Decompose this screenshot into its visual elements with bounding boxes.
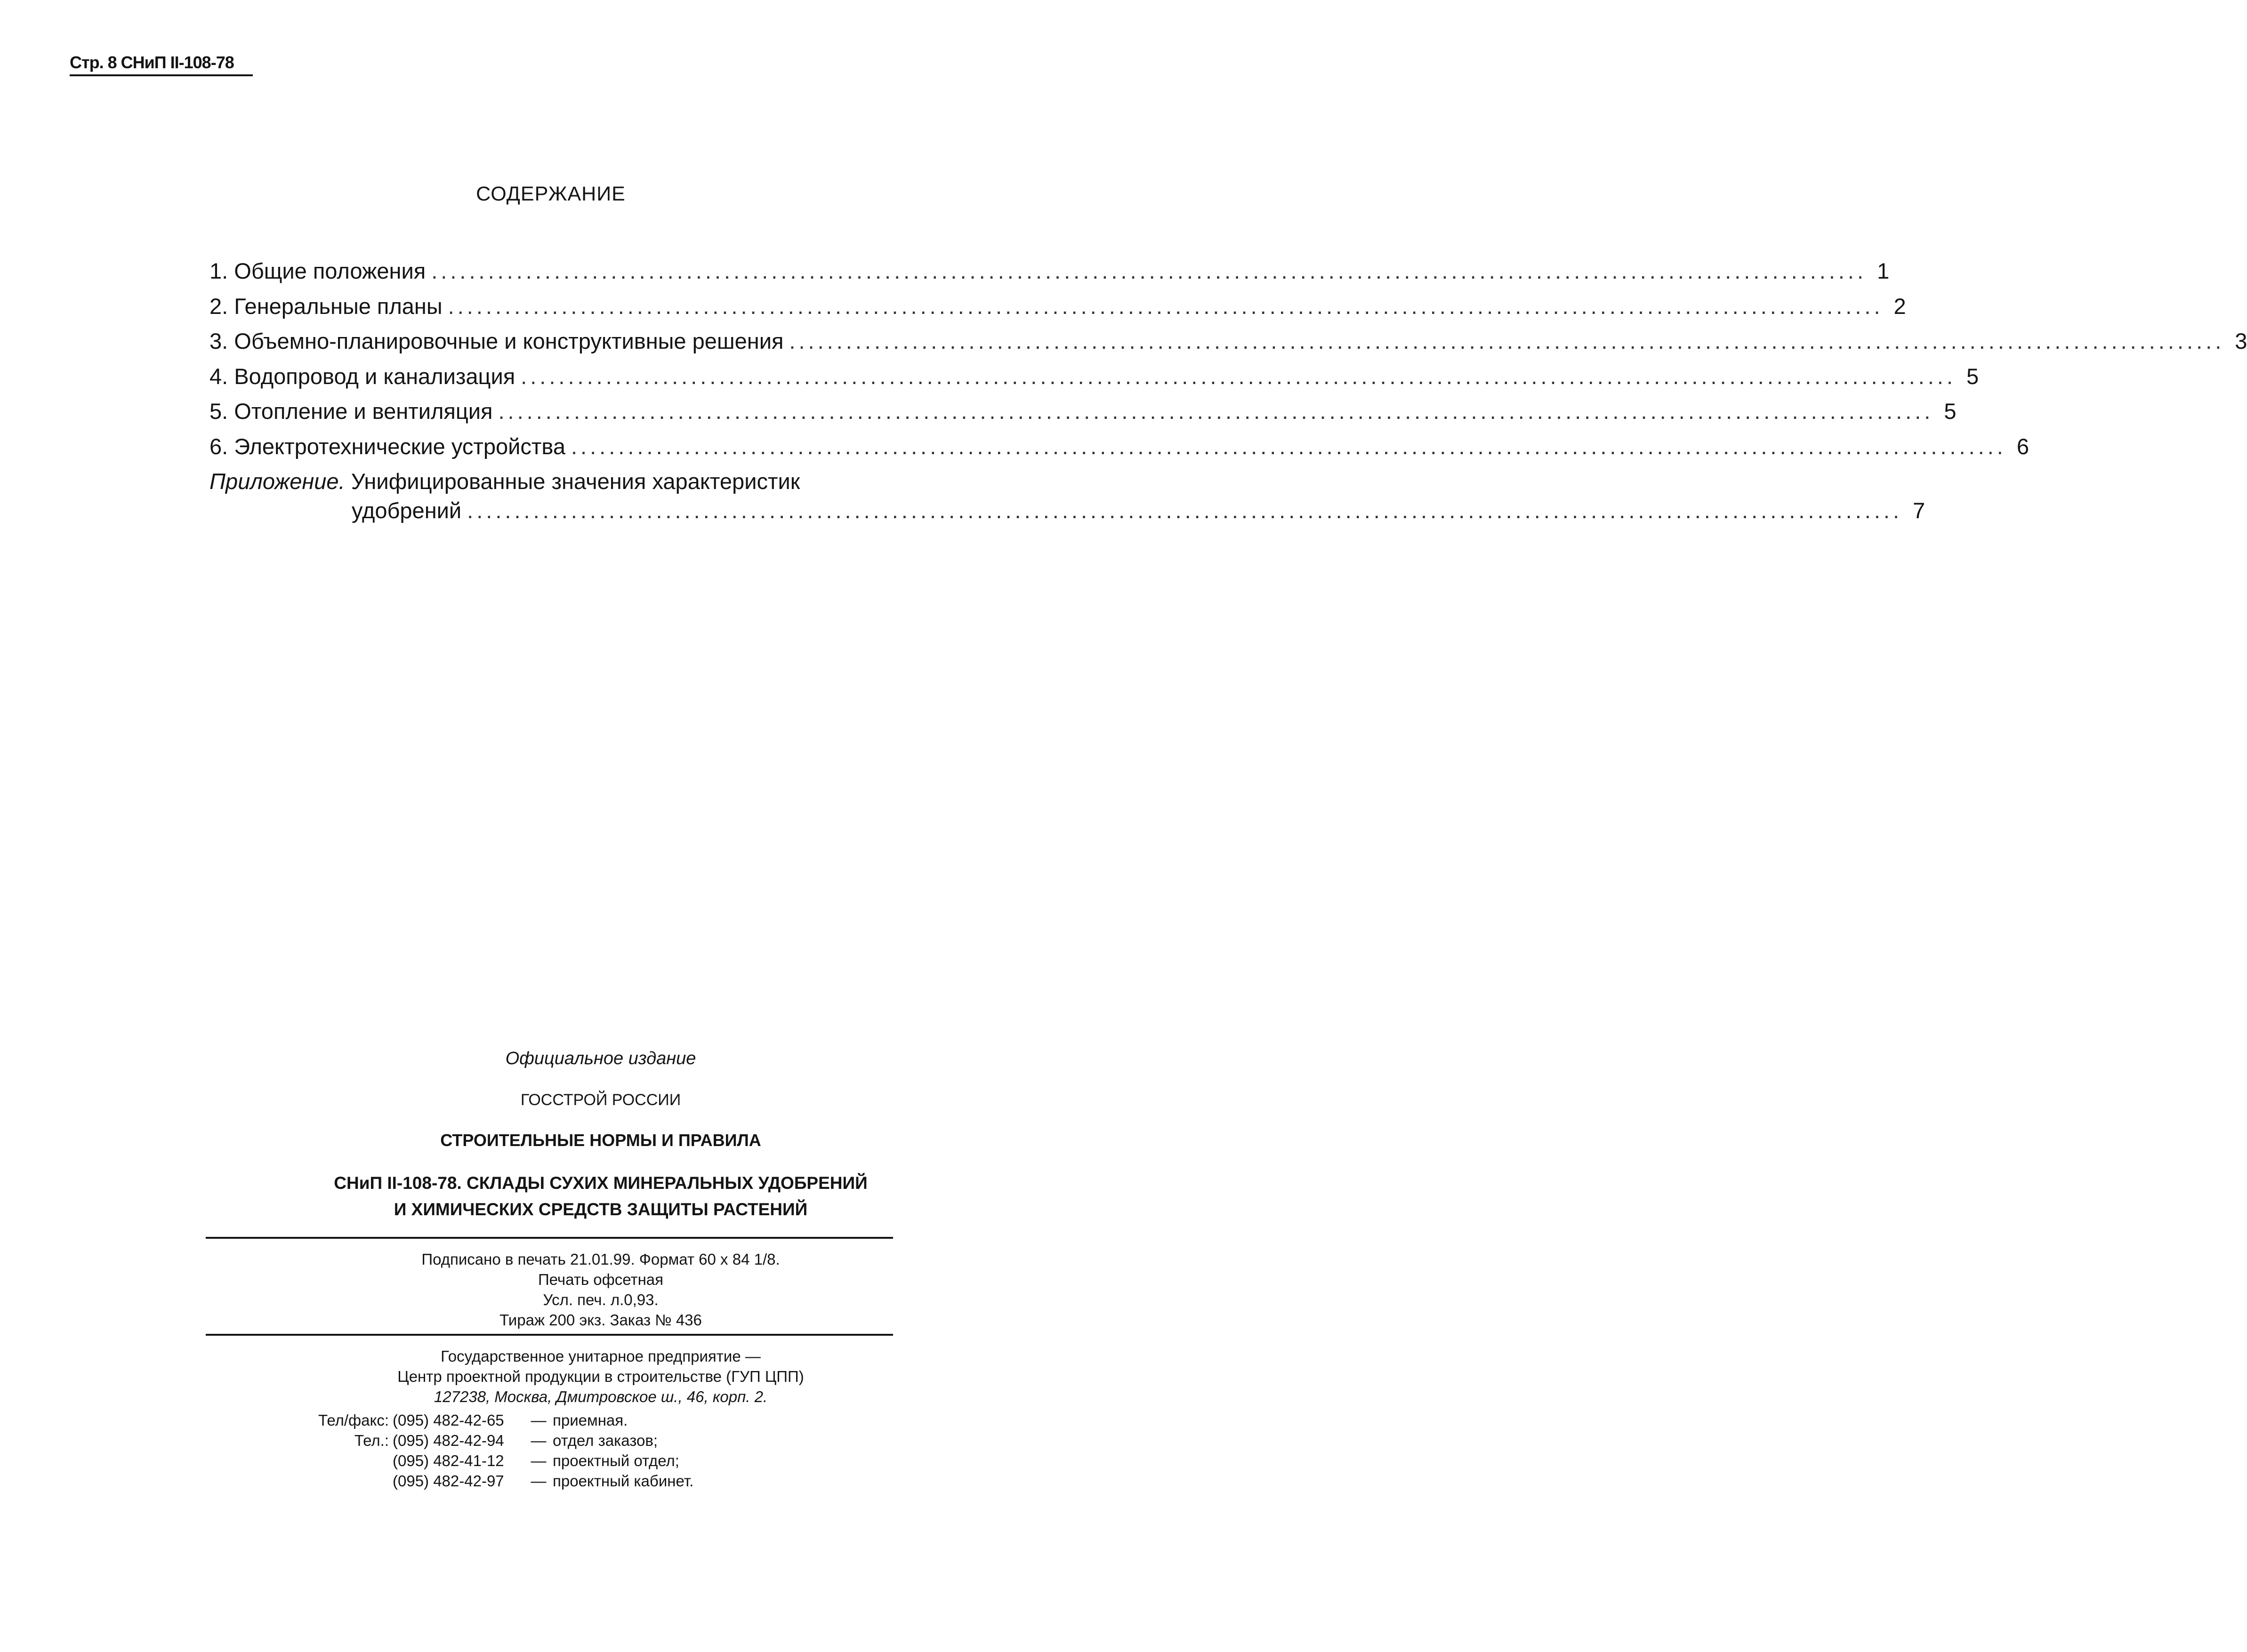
toc-leader-dots: ........................................................................................................................................................ (571, 433, 2006, 459)
edition-label: Официальное издание (505, 1049, 696, 1068)
phone-row (304, 1410, 693, 1430)
toc-leader-dots: ........................................................................................................................................................ (448, 293, 1884, 319)
divider-top (206, 1237, 893, 1239)
toc-entry-page: 7 (1913, 498, 1925, 523)
document-title-line2: И ХИМИЧЕСКИХ СРЕДСТВ ЗАЩИТЫ РАСТЕНИЙ (394, 1200, 808, 1219)
toc-entry-label: 5. Отопление и вентиляция (209, 399, 493, 424)
phone-number[interactable]: (095) 482-42-65 (393, 1411, 504, 1429)
running-header: Стр. 8 СНиП II-108-78 (70, 53, 253, 76)
series-title: СТРОИТЕЛЬНЫЕ НОРМЫ И ПРАВИЛА (440, 1131, 761, 1150)
toc-leader-dots: ........................................................................................................................................................ (521, 363, 1957, 389)
phone-description: отдел заказов; (553, 1432, 658, 1449)
toc-entry-page: 6 (2016, 433, 2029, 459)
toc-appendix-continuation[interactable] (209, 497, 1925, 533)
appendix-prefix: Приложение. (209, 469, 345, 494)
phone-number[interactable]: (095) 482-42-94 (393, 1432, 504, 1449)
publisher-address: 127238, Москва, Дмитровское ш., 46, корп. 2. (434, 1388, 768, 1405)
phone-dash: — (531, 1432, 547, 1449)
phone-dash: — (531, 1452, 547, 1469)
publisher-line: Государственное унитарное предприятие — (441, 1347, 761, 1365)
toc-entry-page: 5 (1966, 363, 1979, 389)
phone-label: Тел.: (354, 1432, 389, 1449)
phone-dash: — (531, 1472, 547, 1490)
contact-phones (304, 1410, 693, 1491)
toc-entry-page: 3 (2235, 329, 2247, 353)
toc-title: СОДЕРЖАНИЕ (476, 183, 626, 205)
toc-entry-label: 6. Электротехнические устройства (209, 433, 565, 459)
document-title-line1: СНиП II-108-78. СКЛАДЫ СУХИХ МИНЕРАЛЬНЫХ УДОБРЕНИЙ (334, 1173, 868, 1193)
print-info-line: Печать офсетная (538, 1271, 664, 1288)
toc-leader-dots: ........................................................................................................................................................ (498, 399, 1934, 424)
table-of-contents (209, 258, 2247, 533)
toc-entry[interactable] (209, 293, 1906, 329)
toc-entry[interactable] (209, 363, 1979, 399)
organization-name: ГОССТРОЙ РОССИИ (520, 1091, 681, 1109)
phone-description: приемная. (553, 1411, 628, 1429)
toc-entry[interactable] (209, 433, 2029, 469)
toc-appendix-entry[interactable] (209, 468, 897, 497)
toc-leader-dots: ........................................................................................................................................................ (431, 258, 1867, 283)
toc-entry-label: 3. Объемно-планировочные и конструктивные решения (209, 329, 784, 353)
toc-entry-page: 2 (1893, 293, 1906, 319)
phone-label (304, 1451, 393, 1471)
phone-label (304, 1471, 393, 1491)
toc-entry-label: 1. Общие положения (209, 258, 426, 283)
print-info-line: Усл. печ. л.0,93. (543, 1291, 659, 1308)
phone-description: проектный отдел; (553, 1452, 679, 1469)
toc-entry[interactable] (209, 398, 1957, 433)
publisher-line: Центр проектной продукции в строительстве (ГУП ЦПП) (397, 1368, 804, 1385)
phone-description: проектный кабинет. (553, 1472, 694, 1490)
print-info (0, 1249, 1201, 1330)
phone-number[interactable]: (095) 482-42-97 (393, 1472, 504, 1490)
print-info-line: Тираж 200 экз. Заказ № 436 (499, 1311, 702, 1329)
divider-bottom (206, 1334, 893, 1336)
print-info-line: Подписано в печать 21.01.99. Формат 60 х 84 1/8. (421, 1251, 780, 1268)
toc-leader-dots: ........................................................................................................................................................ (789, 329, 2225, 353)
toc-entry-page: 5 (1944, 399, 1957, 424)
toc-entry-label: 4. Водопровод и канализация (209, 363, 515, 389)
appendix-title-line1: Унифицированные значения характеристик (351, 469, 800, 494)
phone-row (304, 1430, 693, 1451)
toc-entry-label: 2. Генеральные планы (209, 293, 443, 319)
phone-row (304, 1451, 693, 1471)
toc-entry-page: 1 (1877, 258, 1890, 283)
toc-entry[interactable] (209, 258, 1890, 293)
document-title (0, 1170, 1201, 1223)
toc-leader-dots: ........................................................................................................................................................ (467, 498, 1903, 523)
phone-label: Тел/факс: (318, 1411, 389, 1429)
publisher-block (0, 1346, 1201, 1407)
phone-dash: — (531, 1411, 547, 1429)
appendix-title-line2: удобрений (352, 498, 462, 523)
phone-number[interactable]: (095) 482-41-12 (393, 1452, 504, 1469)
toc-entry[interactable] (209, 328, 2247, 363)
phone-row (304, 1471, 693, 1491)
